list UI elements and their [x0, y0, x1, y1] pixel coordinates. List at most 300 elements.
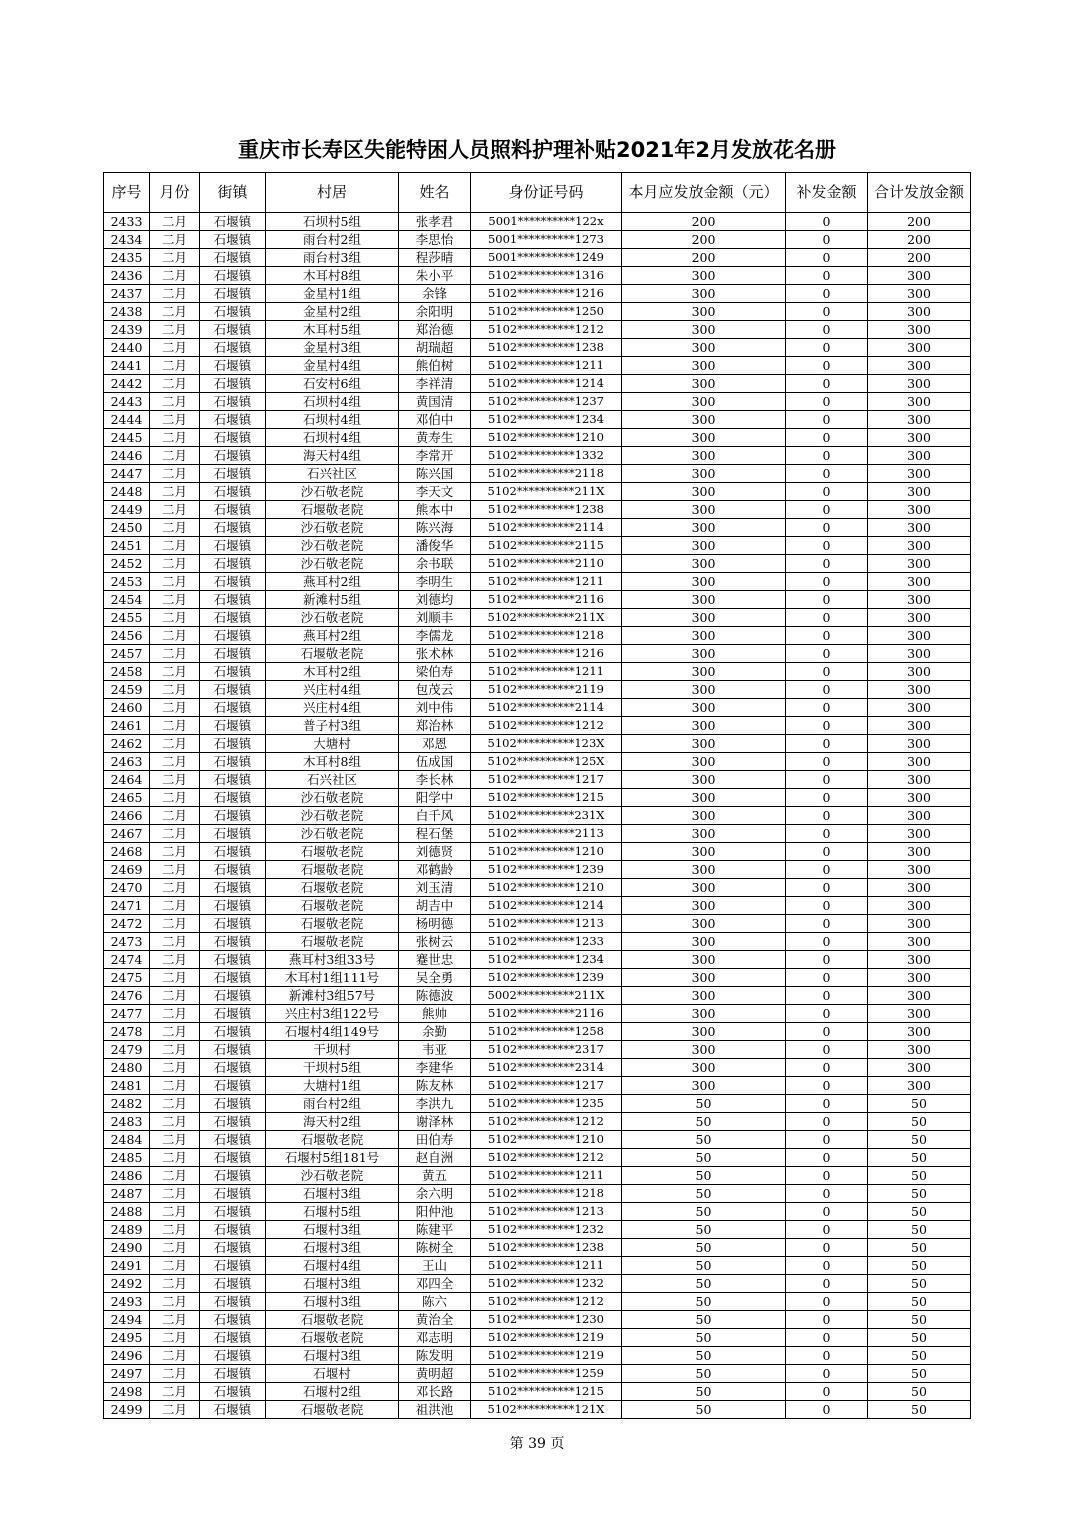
cell-name: 李洪九	[399, 1095, 471, 1113]
cell-month: 二月	[150, 1239, 200, 1257]
header-total: 合计发放金额	[868, 173, 971, 213]
cell-total: 300	[868, 951, 971, 969]
table-row	[104, 591, 971, 609]
cell-seq: 2480	[104, 1059, 150, 1077]
cell-month: 二月	[150, 1203, 200, 1221]
table-row	[104, 1149, 971, 1167]
cell-monthly-amount: 50	[622, 1203, 786, 1221]
cell-month: 二月	[150, 231, 200, 249]
cell-monthly-amount: 50	[622, 1293, 786, 1311]
cell-monthly-amount: 300	[622, 825, 786, 843]
cell-total: 50	[868, 1311, 971, 1329]
cell-village: 石堰村3组	[266, 1239, 399, 1257]
cell-seq: 2447	[104, 465, 150, 483]
roster-table	[103, 172, 971, 1419]
cell-village: 石堰村3组	[266, 1185, 399, 1203]
cell-total: 50	[868, 1113, 971, 1131]
cell-id-number: 5102**********1235	[471, 1095, 622, 1113]
cell-supplement: 0	[786, 1131, 868, 1149]
cell-town: 石堰镇	[200, 1347, 266, 1365]
cell-town: 石堰镇	[200, 663, 266, 681]
cell-name: 陈树全	[399, 1239, 471, 1257]
table-row	[104, 213, 971, 231]
cell-town: 石堰镇	[200, 501, 266, 519]
cell-id-number: 5102**********211X	[471, 609, 622, 627]
cell-seq: 2488	[104, 1203, 150, 1221]
cell-supplement: 0	[786, 933, 868, 951]
cell-total: 300	[868, 285, 971, 303]
cell-id-number: 5102**********1217	[471, 1077, 622, 1095]
table-row	[104, 1041, 971, 1059]
cell-supplement: 0	[786, 915, 868, 933]
cell-total: 300	[868, 789, 971, 807]
cell-name: 刘中伟	[399, 699, 471, 717]
header-monthly-amount: 本月应发放金额（元）	[622, 173, 786, 213]
cell-month: 二月	[150, 555, 200, 573]
cell-town: 石堰镇	[200, 519, 266, 537]
header-seq: 序号	[104, 173, 150, 213]
cell-month: 二月	[150, 1167, 200, 1185]
cell-month: 二月	[150, 879, 200, 897]
cell-id-number: 5102**********1213	[471, 915, 622, 933]
table-row	[104, 879, 971, 897]
cell-village: 新滩村5组	[266, 591, 399, 609]
cell-town: 石堰镇	[200, 213, 266, 231]
cell-name: 阳仲池	[399, 1203, 471, 1221]
cell-total: 50	[868, 1401, 971, 1419]
cell-seq: 2434	[104, 231, 150, 249]
cell-id-number: 5102**********211X	[471, 483, 622, 501]
cell-monthly-amount: 300	[622, 915, 786, 933]
cell-name: 余阳明	[399, 303, 471, 321]
cell-id-number: 5102**********2114	[471, 699, 622, 717]
cell-total: 300	[868, 969, 971, 987]
cell-id-number: 5102**********1211	[471, 663, 622, 681]
cell-supplement: 0	[786, 573, 868, 591]
cell-total: 300	[868, 1023, 971, 1041]
table-row	[104, 1239, 971, 1257]
cell-supplement: 0	[786, 1257, 868, 1275]
cell-id-number: 5102**********1232	[471, 1221, 622, 1239]
cell-month: 二月	[150, 735, 200, 753]
table-row	[104, 1023, 971, 1041]
cell-month: 二月	[150, 843, 200, 861]
cell-id-number: 5102**********2116	[471, 1005, 622, 1023]
cell-village: 石坝村4组	[266, 393, 399, 411]
table-row	[104, 393, 971, 411]
cell-supplement: 0	[786, 1023, 868, 1041]
cell-month: 二月	[150, 465, 200, 483]
cell-month: 二月	[150, 1401, 200, 1419]
cell-town: 石堰镇	[200, 483, 266, 501]
cell-name: 王山	[399, 1257, 471, 1275]
cell-id-number: 5001**********1249	[471, 249, 622, 267]
table-row	[104, 1311, 971, 1329]
cell-town: 石堰镇	[200, 645, 266, 663]
cell-month: 二月	[150, 1257, 200, 1275]
cell-town: 石堰镇	[200, 771, 266, 789]
cell-town: 石堰镇	[200, 1311, 266, 1329]
cell-supplement: 0	[786, 861, 868, 879]
cell-month: 二月	[150, 1275, 200, 1293]
cell-village: 大塘村	[266, 735, 399, 753]
cell-month: 二月	[150, 591, 200, 609]
cell-name: 余锋	[399, 285, 471, 303]
cell-seq: 2439	[104, 321, 150, 339]
cell-supplement: 0	[786, 609, 868, 627]
table-row	[104, 735, 971, 753]
cell-id-number: 5102**********1218	[471, 627, 622, 645]
table-row	[104, 807, 971, 825]
cell-id-number: 5102**********1218	[471, 1185, 622, 1203]
cell-id-number: 5102**********1216	[471, 285, 622, 303]
cell-monthly-amount: 300	[622, 267, 786, 285]
cell-total: 50	[868, 1221, 971, 1239]
cell-town: 石堰镇	[200, 1221, 266, 1239]
table-row	[104, 699, 971, 717]
cell-town: 石堰镇	[200, 807, 266, 825]
table-row	[104, 681, 971, 699]
cell-total: 50	[868, 1239, 971, 1257]
cell-supplement: 0	[786, 1203, 868, 1221]
cell-monthly-amount: 300	[622, 501, 786, 519]
cell-name: 包茂云	[399, 681, 471, 699]
cell-id-number: 5102**********1233	[471, 933, 622, 951]
cell-seq: 2443	[104, 393, 150, 411]
cell-month: 二月	[150, 339, 200, 357]
cell-monthly-amount: 300	[622, 573, 786, 591]
cell-monthly-amount: 300	[622, 771, 786, 789]
cell-month: 二月	[150, 1095, 200, 1113]
cell-village: 石堰敬老院	[266, 1329, 399, 1347]
table-row	[104, 789, 971, 807]
cell-name: 陈建平	[399, 1221, 471, 1239]
cell-monthly-amount: 300	[622, 321, 786, 339]
cell-supplement: 0	[786, 843, 868, 861]
table-row	[104, 483, 971, 501]
cell-monthly-amount: 300	[622, 699, 786, 717]
cell-month: 二月	[150, 1311, 200, 1329]
cell-village: 石堰敬老院	[266, 897, 399, 915]
cell-seq: 2494	[104, 1311, 150, 1329]
cell-supplement: 0	[786, 303, 868, 321]
cell-monthly-amount: 300	[622, 465, 786, 483]
table-row	[104, 375, 971, 393]
cell-seq: 2486	[104, 1167, 150, 1185]
table-row	[104, 1005, 971, 1023]
table-row	[104, 411, 971, 429]
cell-id-number: 5102**********1250	[471, 303, 622, 321]
cell-town: 石堰镇	[200, 393, 266, 411]
cell-monthly-amount: 300	[622, 663, 786, 681]
cell-name: 余六明	[399, 1185, 471, 1203]
cell-supplement: 0	[786, 429, 868, 447]
cell-village: 石兴社区	[266, 465, 399, 483]
cell-month: 二月	[150, 1005, 200, 1023]
cell-name: 刘德贤	[399, 843, 471, 861]
cell-total: 300	[868, 1059, 971, 1077]
cell-town: 石堰镇	[200, 537, 266, 555]
table-header-row	[104, 173, 971, 213]
cell-village: 雨台村2组	[266, 231, 399, 249]
table-row	[104, 987, 971, 1005]
cell-id-number: 5102**********2114	[471, 519, 622, 537]
cell-town: 石堰镇	[200, 339, 266, 357]
cell-monthly-amount: 300	[622, 1077, 786, 1095]
cell-monthly-amount: 50	[622, 1383, 786, 1401]
cell-id-number: 5102**********1215	[471, 789, 622, 807]
cell-town: 石堰镇	[200, 285, 266, 303]
cell-supplement: 0	[786, 1167, 868, 1185]
cell-supplement: 0	[786, 825, 868, 843]
cell-town: 石堰镇	[200, 1383, 266, 1401]
cell-month: 二月	[150, 303, 200, 321]
cell-town: 石堰镇	[200, 969, 266, 987]
cell-total: 300	[868, 357, 971, 375]
table-row	[104, 1347, 971, 1365]
cell-supplement: 0	[786, 987, 868, 1005]
cell-supplement: 0	[786, 465, 868, 483]
cell-id-number: 5102**********1332	[471, 447, 622, 465]
cell-monthly-amount: 300	[622, 753, 786, 771]
cell-total: 300	[868, 537, 971, 555]
cell-supplement: 0	[786, 1311, 868, 1329]
table-row	[104, 1077, 971, 1095]
cell-name: 李天文	[399, 483, 471, 501]
cell-monthly-amount: 300	[622, 591, 786, 609]
cell-town: 石堰镇	[200, 825, 266, 843]
cell-name: 郑治林	[399, 717, 471, 735]
table-row	[104, 1401, 971, 1419]
cell-village: 木耳村5组	[266, 321, 399, 339]
cell-id-number: 5102**********1234	[471, 951, 622, 969]
cell-village: 石堰敬老院	[266, 861, 399, 879]
cell-town: 石堰镇	[200, 303, 266, 321]
cell-month: 二月	[150, 951, 200, 969]
cell-month: 二月	[150, 933, 200, 951]
cell-town: 石堰镇	[200, 429, 266, 447]
cell-seq: 2477	[104, 1005, 150, 1023]
cell-name: 韦亚	[399, 1041, 471, 1059]
cell-supplement: 0	[786, 1113, 868, 1131]
cell-name: 祖洪池	[399, 1401, 471, 1419]
cell-total: 300	[868, 681, 971, 699]
cell-supplement: 0	[786, 501, 868, 519]
cell-supplement: 0	[786, 1293, 868, 1311]
cell-total: 200	[868, 231, 971, 249]
cell-name: 熊帅	[399, 1005, 471, 1023]
cell-town: 石堰镇	[200, 1041, 266, 1059]
cell-supplement: 0	[786, 789, 868, 807]
cell-id-number: 5102**********2118	[471, 465, 622, 483]
cell-id-number: 5102**********2116	[471, 591, 622, 609]
cell-village: 金星村3组	[266, 339, 399, 357]
cell-village: 石堰村3组	[266, 1293, 399, 1311]
cell-id-number: 5102**********125X	[471, 753, 622, 771]
cell-town: 石堰镇	[200, 735, 266, 753]
cell-supplement: 0	[786, 1149, 868, 1167]
cell-name: 张树云	[399, 933, 471, 951]
cell-monthly-amount: 50	[622, 1257, 786, 1275]
cell-town: 石堰镇	[200, 1365, 266, 1383]
cell-name: 蹇世忠	[399, 951, 471, 969]
cell-id-number: 5102**********1211	[471, 357, 622, 375]
cell-month: 二月	[150, 321, 200, 339]
header-name: 姓名	[399, 173, 471, 213]
cell-name: 阳学中	[399, 789, 471, 807]
table-row	[104, 1059, 971, 1077]
cell-town: 石堰镇	[200, 465, 266, 483]
cell-total: 300	[868, 987, 971, 1005]
cell-id-number: 5102**********1239	[471, 969, 622, 987]
cell-id-number: 5102**********1238	[471, 501, 622, 519]
cell-seq: 2455	[104, 609, 150, 627]
table-row	[104, 1275, 971, 1293]
cell-month: 二月	[150, 267, 200, 285]
table-row	[104, 915, 971, 933]
cell-total: 50	[868, 1131, 971, 1149]
cell-id-number: 5102**********1239	[471, 861, 622, 879]
cell-monthly-amount: 300	[622, 1005, 786, 1023]
cell-monthly-amount: 50	[622, 1113, 786, 1131]
table-row	[104, 1113, 971, 1131]
cell-village: 普子村3组	[266, 717, 399, 735]
cell-town: 石堰镇	[200, 987, 266, 1005]
header-id-number: 身份证号码	[471, 173, 622, 213]
cell-village: 石堰村4组149号	[266, 1023, 399, 1041]
cell-village: 石堰村2组	[266, 1383, 399, 1401]
cell-id-number: 5002**********211X	[471, 987, 622, 1005]
cell-seq: 2498	[104, 1383, 150, 1401]
cell-village: 石堰敬老院	[266, 1401, 399, 1419]
cell-supplement: 0	[786, 1059, 868, 1077]
table-row	[104, 429, 971, 447]
cell-total: 300	[868, 411, 971, 429]
cell-monthly-amount: 50	[622, 1311, 786, 1329]
table-row	[104, 609, 971, 627]
cell-monthly-amount: 300	[622, 285, 786, 303]
cell-monthly-amount: 300	[622, 717, 786, 735]
cell-supplement: 0	[786, 897, 868, 915]
table-row	[104, 1257, 971, 1275]
cell-monthly-amount: 50	[622, 1239, 786, 1257]
cell-month: 二月	[150, 1077, 200, 1095]
cell-seq: 2444	[104, 411, 150, 429]
cell-name: 潘俊华	[399, 537, 471, 555]
cell-name: 黄五	[399, 1167, 471, 1185]
cell-month: 二月	[150, 663, 200, 681]
cell-month: 二月	[150, 645, 200, 663]
table-row	[104, 1131, 971, 1149]
table-row	[104, 645, 971, 663]
cell-month: 二月	[150, 213, 200, 231]
cell-month: 二月	[150, 699, 200, 717]
cell-supplement: 0	[786, 1005, 868, 1023]
table-row	[104, 1185, 971, 1203]
table-row	[104, 573, 971, 591]
cell-month: 二月	[150, 1221, 200, 1239]
cell-seq: 2451	[104, 537, 150, 555]
cell-total: 300	[868, 627, 971, 645]
cell-supplement: 0	[786, 447, 868, 465]
cell-monthly-amount: 50	[622, 1275, 786, 1293]
cell-village: 沙石敬老院	[266, 789, 399, 807]
table-row	[104, 519, 971, 537]
cell-month: 二月	[150, 807, 200, 825]
cell-seq: 2474	[104, 951, 150, 969]
cell-total: 300	[868, 663, 971, 681]
cell-village: 沙石敬老院	[266, 1167, 399, 1185]
cell-seq: 2496	[104, 1347, 150, 1365]
cell-seq: 2481	[104, 1077, 150, 1095]
cell-total: 50	[868, 1203, 971, 1221]
cell-total: 300	[868, 483, 971, 501]
cell-name: 李思怡	[399, 231, 471, 249]
cell-name: 陈发明	[399, 1347, 471, 1365]
cell-name: 刘顺丰	[399, 609, 471, 627]
cell-total: 300	[868, 753, 971, 771]
table-row	[104, 267, 971, 285]
cell-seq: 2449	[104, 501, 150, 519]
cell-total: 300	[868, 843, 971, 861]
cell-name: 李建华	[399, 1059, 471, 1077]
cell-id-number: 5102**********1219	[471, 1329, 622, 1347]
cell-village: 石堰村3组	[266, 1221, 399, 1239]
cell-seq: 2442	[104, 375, 150, 393]
cell-village: 沙石敬老院	[266, 519, 399, 537]
cell-village: 干坝村	[266, 1041, 399, 1059]
cell-seq: 2438	[104, 303, 150, 321]
cell-village: 木耳村1组111号	[266, 969, 399, 987]
cell-village: 石坝村4组	[266, 411, 399, 429]
cell-seq: 2478	[104, 1023, 150, 1041]
cell-town: 石堰镇	[200, 1293, 266, 1311]
cell-name: 陈六	[399, 1293, 471, 1311]
cell-month: 二月	[150, 1113, 200, 1131]
cell-monthly-amount: 200	[622, 213, 786, 231]
cell-total: 300	[868, 393, 971, 411]
cell-town: 石堰镇	[200, 1149, 266, 1167]
cell-seq: 2470	[104, 879, 150, 897]
cell-seq: 2475	[104, 969, 150, 987]
cell-month: 二月	[150, 915, 200, 933]
cell-total: 300	[868, 429, 971, 447]
cell-name: 黄国清	[399, 393, 471, 411]
cell-town: 石堰镇	[200, 789, 266, 807]
cell-month: 二月	[150, 627, 200, 645]
cell-town: 石堰镇	[200, 609, 266, 627]
cell-town: 石堰镇	[200, 591, 266, 609]
table-row	[104, 537, 971, 555]
cell-total: 300	[868, 933, 971, 951]
cell-total: 300	[868, 897, 971, 915]
cell-total: 300	[868, 375, 971, 393]
cell-id-number: 5102**********2110	[471, 555, 622, 573]
cell-supplement: 0	[786, 1041, 868, 1059]
cell-id-number: 5102**********1210	[471, 429, 622, 447]
cell-village: 雨台村3组	[266, 249, 399, 267]
cell-seq: 2487	[104, 1185, 150, 1203]
cell-month: 二月	[150, 1023, 200, 1041]
table-row	[104, 249, 971, 267]
cell-monthly-amount: 300	[622, 393, 786, 411]
cell-village: 石堰村5组	[266, 1203, 399, 1221]
header-town: 街镇	[200, 173, 266, 213]
cell-supplement: 0	[786, 213, 868, 231]
cell-village: 石兴社区	[266, 771, 399, 789]
cell-supplement: 0	[786, 735, 868, 753]
cell-month: 二月	[150, 609, 200, 627]
